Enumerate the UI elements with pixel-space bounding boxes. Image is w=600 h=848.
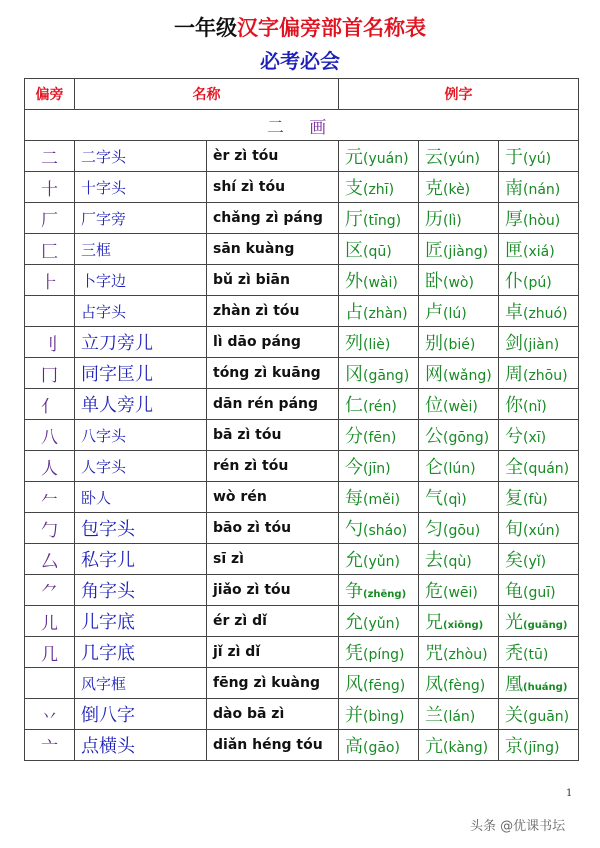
table-row [25, 575, 579, 606]
example-pinyin: (liè) [363, 337, 391, 353]
example-character: 凭 [345, 643, 363, 664]
example-pinyin: (kè) [443, 182, 471, 198]
radical-name-cell: 人字头 [75, 451, 207, 482]
example-pinyin: (xiá) [523, 244, 555, 260]
radical-name-cell: 儿字底 [75, 606, 207, 637]
example-pinyin: (qū) [363, 244, 392, 260]
pinyin-cell: chǎng zì páng [207, 203, 339, 234]
radical-name-cell: 点横头 [75, 730, 207, 761]
radical-cell: ⺊ [25, 265, 75, 296]
example-cell [499, 203, 579, 234]
pinyin-cell: diǎn héng tóu [207, 730, 339, 761]
example-character: 高 [345, 736, 363, 757]
example-character: 剑 [505, 333, 523, 354]
example-pinyin: (lì) [443, 213, 462, 229]
radical-cell: 八 [25, 420, 75, 451]
example-cell [339, 141, 419, 172]
example-cell [339, 234, 419, 265]
pinyin-cell: tóng zì kuāng [207, 358, 339, 389]
radical-cell: 亻 [25, 389, 75, 420]
example-character: 并 [345, 705, 363, 726]
radical-cell: 丷 [25, 699, 75, 730]
pinyin-cell: dān rén páng [207, 389, 339, 420]
example-character: 兄 [425, 612, 443, 633]
table-row [25, 296, 579, 327]
radical-cell [25, 668, 75, 699]
example-character: 匀 [425, 519, 443, 540]
radical-cell: 勹 [25, 513, 75, 544]
example-character: 南 [505, 178, 523, 199]
example-pinyin: (měi) [363, 492, 401, 508]
example-pinyin: (qù) [443, 554, 472, 570]
pinyin-cell: bǔ zì biān [207, 265, 339, 296]
section-row [25, 110, 579, 141]
example-pinyin: (quán) [523, 461, 570, 477]
table-row [25, 482, 579, 513]
radical-name-cell: 几字底 [75, 637, 207, 668]
example-pinyin: (nán) [523, 182, 561, 198]
example-cell [499, 265, 579, 296]
example-cell [419, 606, 499, 637]
example-pinyin: (bìng) [363, 709, 405, 725]
example-cell [499, 730, 579, 761]
radical-table [24, 78, 579, 761]
example-character: 公 [425, 426, 443, 447]
example-cell [419, 327, 499, 358]
example-pinyin: (pú) [523, 275, 552, 291]
radical-cell: 冂 [25, 358, 75, 389]
table-row [25, 513, 579, 544]
example-cell [419, 513, 499, 544]
example-character: 兮 [505, 426, 523, 447]
example-pinyin: (zhōu) [523, 368, 568, 384]
example-character: 厅 [345, 209, 363, 230]
example-character: 勺 [345, 519, 363, 540]
radical-cell: 儿 [25, 606, 75, 637]
header-radical: 偏旁 [25, 79, 75, 110]
table-row [25, 730, 579, 761]
radical-name-cell: 厂字旁 [75, 203, 207, 234]
example-character: 卓 [505, 302, 523, 323]
table-row [25, 668, 579, 699]
radical-cell [25, 296, 75, 327]
example-cell [419, 141, 499, 172]
title-grade: 一年级 [174, 16, 237, 40]
example-cell [499, 141, 579, 172]
example-cell [499, 575, 579, 606]
example-character: 于 [505, 147, 523, 168]
example-pinyin: (zhuó) [523, 306, 568, 322]
example-character: 周 [505, 364, 523, 385]
pinyin-cell: rén zì tóu [207, 451, 339, 482]
example-pinyin: (yǔn) [363, 616, 400, 632]
example-character: 匣 [505, 240, 523, 261]
radical-name-cell: 单人旁儿 [75, 389, 207, 420]
pinyin-cell: jǐ zì dǐ [207, 637, 339, 668]
example-character: 网 [425, 364, 443, 385]
example-character: 厚 [505, 209, 523, 230]
example-character: 仑 [425, 457, 443, 478]
example-cell [499, 699, 579, 730]
table-row [25, 265, 579, 296]
example-cell [339, 420, 419, 451]
pinyin-cell: lì dāo páng [207, 327, 339, 358]
example-pinyin: (wǎng) [443, 368, 492, 384]
table-row [25, 389, 579, 420]
example-pinyin: (gōu) [443, 523, 481, 539]
example-pinyin: (sháo) [363, 523, 408, 539]
table-row [25, 327, 579, 358]
page-subtitle: 必考必会 [260, 49, 340, 73]
example-cell [499, 668, 579, 699]
example-pinyin: (gāng) [363, 368, 410, 384]
example-cell [419, 420, 499, 451]
example-pinyin: (wèi) [443, 399, 478, 415]
example-cell [419, 451, 499, 482]
example-character: 支 [345, 178, 363, 199]
example-pinyin: (jiàng) [443, 244, 489, 260]
example-cell [499, 606, 579, 637]
pinyin-cell: sān kuàng [207, 234, 339, 265]
example-character: 兰 [425, 705, 443, 726]
example-cell [419, 482, 499, 513]
section-label: 二 画 [25, 110, 579, 141]
example-character: 今 [345, 457, 363, 478]
radical-name-cell: 风字框 [75, 668, 207, 699]
example-cell [339, 327, 419, 358]
example-pinyin: (hòu) [523, 213, 561, 229]
example-character: 每 [345, 488, 363, 509]
example-pinyin: (wài) [363, 275, 398, 291]
example-character: 复 [505, 488, 523, 509]
pinyin-cell: ér zì dǐ [207, 606, 339, 637]
example-pinyin: (zhī) [363, 182, 395, 198]
example-character: 咒 [425, 643, 443, 664]
example-cell [499, 234, 579, 265]
table-row [25, 637, 579, 668]
example-pinyin: (wò) [443, 275, 474, 291]
example-cell [419, 699, 499, 730]
example-pinyin: (fù) [523, 492, 548, 508]
example-cell [419, 265, 499, 296]
radical-cell: 厂 [25, 203, 75, 234]
table-row [25, 420, 579, 451]
radical-name-cell: 包字头 [75, 513, 207, 544]
example-character: 去 [425, 550, 443, 571]
example-cell [499, 358, 579, 389]
example-pinyin: (lán) [443, 709, 476, 725]
pinyin-cell: sī zì [207, 544, 339, 575]
example-cell [499, 296, 579, 327]
page-number: 1 [566, 788, 573, 799]
title-main: 汉字偏旁部首名称表 [237, 16, 426, 40]
example-character: 全 [505, 457, 523, 478]
example-pinyin: (rén) [363, 399, 397, 415]
example-pinyin: (jīng) [523, 740, 560, 756]
example-cell [339, 544, 419, 575]
example-cell [339, 513, 419, 544]
radical-name-cell: 卧人 [75, 482, 207, 513]
example-pinyin: (xī) [523, 430, 547, 446]
radical-cell: 匚 [25, 234, 75, 265]
radical-cell: 刂 [25, 327, 75, 358]
example-cell [339, 296, 419, 327]
table-row [25, 606, 579, 637]
example-character: 气 [425, 488, 443, 509]
example-cell [419, 389, 499, 420]
watermark: 头条 @优课书坛 [470, 819, 566, 834]
pinyin-cell: bā zì tóu [207, 420, 339, 451]
radical-name-cell: 八字头 [75, 420, 207, 451]
table-row [25, 172, 579, 203]
example-cell [499, 389, 579, 420]
table-row [25, 234, 579, 265]
radical-cell: ⺈ [25, 575, 75, 606]
example-pinyin: (zhēng) [363, 589, 407, 600]
radical-name-cell: 同字匡儿 [75, 358, 207, 389]
example-pinyin: (yuán) [363, 151, 409, 167]
example-pinyin: (fèng) [443, 678, 486, 694]
radical-name-cell: 私字儿 [75, 544, 207, 575]
example-character: 外 [345, 271, 363, 292]
example-cell [419, 358, 499, 389]
example-cell [419, 234, 499, 265]
example-character: 元 [345, 147, 363, 168]
radical-name-cell: 倒八字 [75, 699, 207, 730]
example-cell [499, 637, 579, 668]
example-pinyin: (yǔn) [363, 554, 400, 570]
example-character: 危 [425, 581, 443, 602]
example-cell [499, 544, 579, 575]
table-header-row [25, 79, 579, 110]
radical-name-cell: 卜字边 [75, 265, 207, 296]
example-cell [339, 575, 419, 606]
radical-cell: 𠂉 [25, 482, 75, 513]
pinyin-cell: shí zì tóu [207, 172, 339, 203]
example-cell [339, 637, 419, 668]
example-pinyin: (tīng) [363, 213, 402, 229]
example-cell [419, 544, 499, 575]
example-pinyin: (jiàn) [523, 337, 560, 353]
pinyin-cell: wò rén [207, 482, 339, 513]
table-row [25, 141, 579, 172]
example-pinyin: (bié) [443, 337, 476, 353]
example-character: 凰 [505, 674, 523, 695]
pinyin-cell: fēng zì kuàng [207, 668, 339, 699]
example-character: 历 [425, 209, 443, 230]
page-title [0, 14, 600, 42]
example-pinyin: (guān) [523, 709, 570, 725]
example-character: 龟 [505, 581, 523, 602]
example-cell [499, 513, 579, 544]
example-pinyin: (yún) [443, 151, 480, 167]
example-pinyin: (qì) [443, 492, 467, 508]
example-pinyin: (yú) [523, 151, 552, 167]
example-cell [499, 482, 579, 513]
example-character: 冈 [345, 364, 363, 385]
radical-name-cell: 角字头 [75, 575, 207, 606]
example-character: 别 [425, 333, 443, 354]
example-pinyin: (kàng) [443, 740, 489, 756]
table-row [25, 451, 579, 482]
example-cell [339, 172, 419, 203]
table-row [25, 203, 579, 234]
example-character: 克 [425, 178, 443, 199]
example-pinyin: (zhàn) [363, 306, 408, 322]
example-pinyin: (gāo) [363, 740, 400, 756]
example-pinyin: (lú) [443, 306, 467, 322]
example-character: 位 [425, 395, 443, 416]
radical-cell: 人 [25, 451, 75, 482]
table-row [25, 699, 579, 730]
example-cell [339, 265, 419, 296]
example-cell [499, 451, 579, 482]
example-character: 仆 [505, 271, 523, 292]
example-pinyin: (zhòu) [443, 647, 488, 663]
example-pinyin: (xiōng) [443, 620, 484, 631]
example-pinyin: (píng) [363, 647, 405, 663]
pinyin-cell: zhàn zì tóu [207, 296, 339, 327]
example-cell [339, 451, 419, 482]
radical-name-cell: 二字头 [75, 141, 207, 172]
example-cell [339, 358, 419, 389]
example-character: 你 [505, 395, 523, 416]
example-character: 光 [505, 612, 523, 633]
example-pinyin: (huáng) [523, 682, 568, 693]
example-pinyin: (jīn) [363, 461, 391, 477]
example-pinyin: (wēi) [443, 585, 478, 601]
example-pinyin: (fēng) [363, 678, 406, 694]
radical-cell: 亠 [25, 730, 75, 761]
radical-name-cell: 占字头 [75, 296, 207, 327]
example-character: 风 [345, 674, 363, 695]
example-character: 匠 [425, 240, 443, 261]
radical-cell: 二 [25, 141, 75, 172]
example-cell [419, 296, 499, 327]
example-character: 允 [345, 550, 363, 571]
example-cell [499, 420, 579, 451]
example-character: 旬 [505, 519, 523, 540]
example-cell [339, 389, 419, 420]
example-cell [339, 699, 419, 730]
example-character: 占 [345, 302, 363, 323]
example-character: 仁 [345, 395, 363, 416]
example-character: 争 [345, 581, 363, 602]
example-cell [339, 730, 419, 761]
radical-name-cell: 立刀旁儿 [75, 327, 207, 358]
example-character: 关 [505, 705, 523, 726]
example-cell [419, 575, 499, 606]
example-character: 区 [345, 240, 363, 261]
example-cell [339, 606, 419, 637]
example-cell [419, 637, 499, 668]
example-pinyin: (yǐ) [523, 554, 547, 570]
example-character: 列 [345, 333, 363, 354]
example-character: 分 [345, 426, 363, 447]
example-character: 允 [345, 612, 363, 633]
example-cell [419, 730, 499, 761]
example-character: 矣 [505, 550, 523, 571]
example-pinyin: (lún) [443, 461, 476, 477]
example-character: 云 [425, 147, 443, 168]
example-pinyin: (xún) [523, 523, 560, 539]
header-examples: 例字 [339, 79, 579, 110]
example-character: 京 [505, 736, 523, 757]
example-character: 凤 [425, 674, 443, 695]
table-row [25, 544, 579, 575]
example-pinyin: (guāng) [523, 620, 568, 631]
pinyin-cell: dào bā zì [207, 699, 339, 730]
example-cell [339, 203, 419, 234]
example-character: 卧 [425, 271, 443, 292]
radical-cell: 十 [25, 172, 75, 203]
example-pinyin: (nǐ) [523, 399, 547, 415]
example-pinyin: (gōng) [443, 430, 490, 446]
example-cell [339, 482, 419, 513]
example-cell [339, 668, 419, 699]
radical-name-cell: 三框 [75, 234, 207, 265]
radical-cell: 厶 [25, 544, 75, 575]
example-cell [419, 172, 499, 203]
example-cell [499, 327, 579, 358]
example-cell [419, 203, 499, 234]
header-name: 名称 [75, 79, 339, 110]
radical-cell: 几 [25, 637, 75, 668]
table-row [25, 358, 579, 389]
pinyin-cell: èr zì tóu [207, 141, 339, 172]
example-character: 卢 [425, 302, 443, 323]
pinyin-cell: bāo zì tóu [207, 513, 339, 544]
example-cell [499, 172, 579, 203]
example-character: 亢 [425, 736, 443, 757]
example-pinyin: (fēn) [363, 430, 397, 446]
example-character: 秃 [505, 643, 523, 664]
radical-name-cell: 十字头 [75, 172, 207, 203]
example-cell [419, 668, 499, 699]
example-pinyin: (guī) [523, 585, 556, 601]
example-pinyin: (tū) [523, 647, 549, 663]
pinyin-cell: jiǎo zì tóu [207, 575, 339, 606]
